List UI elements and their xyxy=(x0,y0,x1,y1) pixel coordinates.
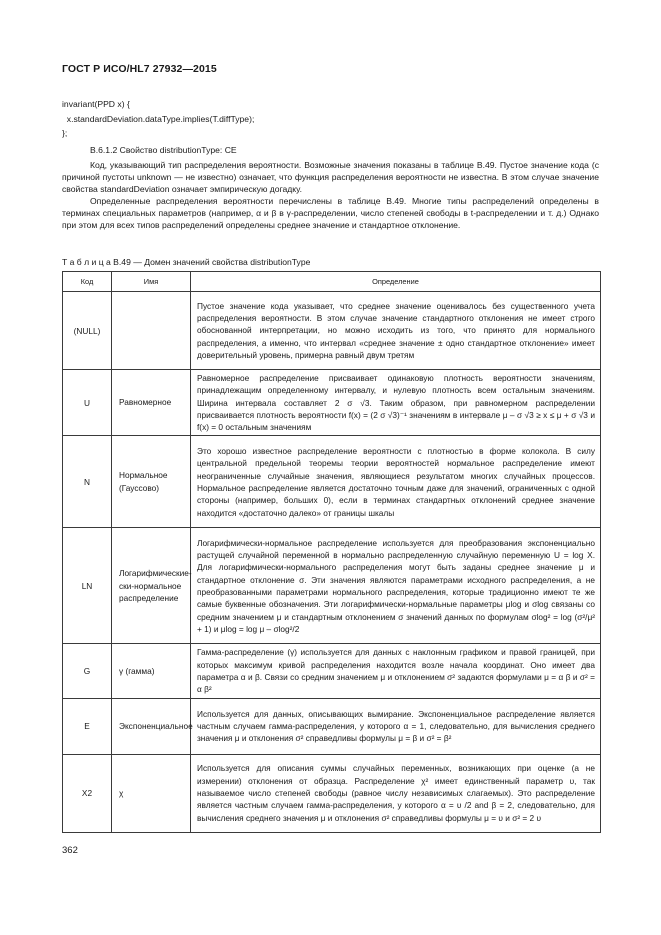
paragraph: Определенные распределения вероятности перечислены в таблице B.49. Многие типы распределений определены в терминах специальных параметров (например, α и β в γ-распределении, число степеней свободы в t-распределении и т. д.) Однако при этом для всех типов распределений определены среднее значение и стандартное отклонение. xyxy=(62,196,599,230)
table-row xyxy=(63,370,601,436)
row-code: U xyxy=(63,370,112,436)
section-text xyxy=(62,144,599,231)
section-heading: B.6.1.2 Свойство distributionType: CE xyxy=(90,145,237,155)
table-row xyxy=(63,436,601,528)
distribution-type-table xyxy=(62,271,601,833)
row-definition: Равномерное распределение присваивает одинаковую плотность вероятности значениям, принадлежащим определенному интервалу, и нулевую плотность всем остальным значениям. Ширина интервала составляет 2 σ √3. Таким образом, при равномерном распределении присваивается плотность вероятности f(x) = (2 σ √3)⁻¹ значениям в интервале μ – σ √3 ≥ x ≤ μ + σ √3 и f(x) = 0 остальным значениям xyxy=(191,370,601,436)
paragraph: Код, указывающий тип распределения вероятности. Возможные значения показаны в таблице B.49. Пустое значение кода (с причиной пустоты unknown — не известно) означает, что функция распределения вероятности не известна. В этом случае значение свойства standardDeviation означает эмпирическую догадку. xyxy=(62,160,599,194)
table-header-row xyxy=(63,272,601,292)
column-header-definition: Определение xyxy=(191,272,601,292)
row-definition: Гамма-распределение (γ) используется для данных с наклонным графиком и правой границей, при которых максимум кривой распределения находится возле начала координат. Оно имеет два параметра α и β. Связи со средним значением μ и отклонением σ² задаются формулами μ = α β и σ² = α β² xyxy=(191,644,601,698)
row-name: Логарифмические-ски-нормальное распределение xyxy=(112,528,191,644)
row-definition: Логарифмически-нормальное распределение используется для преобразования экспоненциально растущей случайной переменной в нормально распределенную случайную переменную U = log X. Для логарифмически-нормального распределения могут быть заданы среднее значение μ и стандартное отклонение σ. Эти значения являются параметрами исходного распределения, а не преобразованными параметрами нормального распределения, которые традиционно имеют те же самые буквенные обозначения. Эти логарифмически-нормальные параметры μlog и σlog связаны со средним значением μ и стандартным отклонением σ значений данных по формулам σlog² = log (σ²/μ² + 1) и μlog = log μ – σlog²/2 xyxy=(191,528,601,644)
table-row xyxy=(63,698,601,754)
code-line: x.standardDeviation.dataType.implies(T.diffType); xyxy=(62,113,255,124)
row-name: Экспоненциальное xyxy=(112,698,191,754)
code-line: invariant(PPD x) { xyxy=(62,99,130,109)
column-header-code: Код xyxy=(63,272,112,292)
code-block xyxy=(62,97,254,141)
row-code: X2 xyxy=(63,754,112,832)
row-code: G xyxy=(63,644,112,698)
row-definition: Используется для описания суммы случайных переменных, возникающих при оценке (а не измерении) отклонения от образца. Распределение χ² имеет единственный параметр υ, так называемое число степеней свободы (равное числу независимых слагаемых). Это распределение является частным случаем гамма-распределения, у которого α = υ /2 and β = 2, следовательно, для вычисления среднего значения μ и отклонения σ² справедливы формулы μ = υ и σ² = 2 υ xyxy=(191,754,601,832)
row-code: (NULL) xyxy=(63,292,112,370)
table-row xyxy=(63,644,601,698)
row-definition: Пустое значение кода указывает, что среднее значение оценивалось без существенного учета распределения вероятности. В этом случае значение стандартного отклонения не имеет строго обоснованной интерпретации, но можно исходить из того, что принято для нормального распределения, а именно, что интервал «среднее значение ± одно стандартное отклонение» имеет доверительный уровень, примерна равный двум третям xyxy=(191,292,601,370)
row-code: LN xyxy=(63,528,112,644)
row-name: γ (гамма) xyxy=(112,644,191,698)
row-name xyxy=(112,292,191,370)
row-name: Равномерное xyxy=(112,370,191,436)
column-header-name: Имя xyxy=(112,272,191,292)
page-number: 362 xyxy=(62,845,78,856)
row-name: χ xyxy=(112,754,191,832)
table-row xyxy=(63,528,601,644)
table-caption: Т а б л и ц а B.49 — Домен значений свойства distributionType xyxy=(62,257,311,267)
row-definition: Используется для данных, описывающих вымирание. Экспоненциальное распределение является частным случаем гамма-распределения, у которого α = 1, следовательно, для вычисления среднего значения μ и отклонения σ² справедливы формулы μ = β и σ² = β² xyxy=(191,698,601,754)
table-row xyxy=(63,292,601,370)
code-line: }; xyxy=(62,128,68,138)
document-header: ГОСТ Р ИСО/HL7 27932—2015 xyxy=(62,63,217,75)
row-code: E xyxy=(63,698,112,754)
row-definition: Это хорошо известное распределение вероятности с плотностью в форме колокола. В силу центральной предельной теоремы теории вероятностей нормальное распределение имеют неограниченные случайные значения, являющиеся результатом многих случайных процессов. Нормальное распределение является достаточно точным даже для значений, ограниченных с одной стороны (например, больших 0), если в терминах стандартных отклонений среднее значение находится «достаточно далеко» от границы шкалы xyxy=(191,436,601,528)
row-code: N xyxy=(63,436,112,528)
table-row xyxy=(63,754,601,832)
row-name: Нормальное (Гауссово) xyxy=(112,436,191,528)
